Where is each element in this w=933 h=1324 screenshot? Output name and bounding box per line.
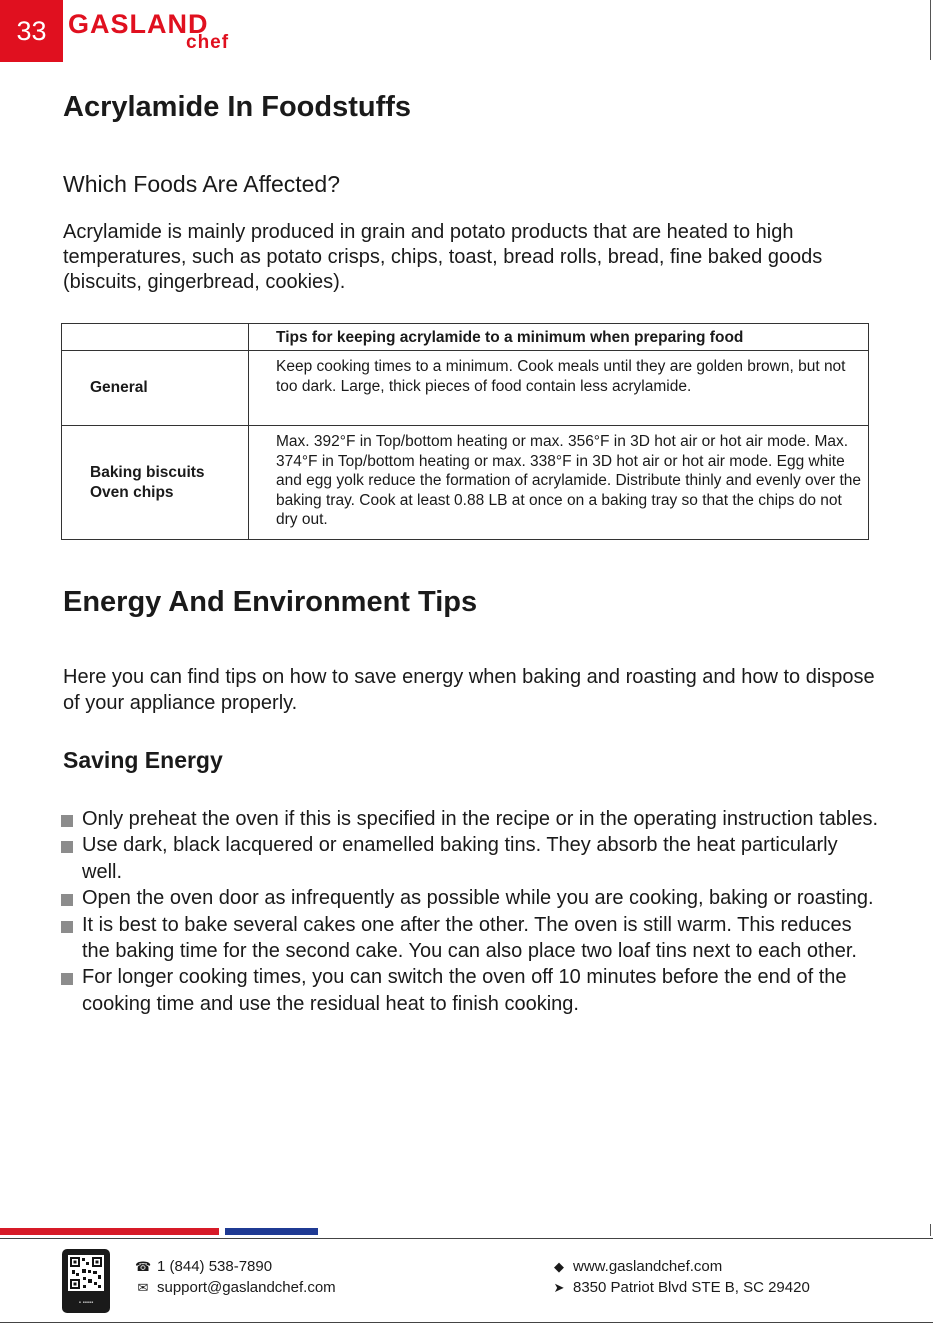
footer-divider <box>0 1238 933 1239</box>
table-header-left <box>62 324 249 351</box>
bullet-square-icon <box>61 894 73 906</box>
list-item <box>61 832 881 885</box>
acrylamide-title: Acrylamide In Foodstuffs <box>63 91 412 123</box>
footer-email-text: support@gaslandchef.com <box>157 1279 336 1296</box>
table-row-label: Baking biscuits Oven chips <box>62 426 249 540</box>
right-margin-rule-bottom <box>930 1224 931 1236</box>
gasland-logo <box>68 8 233 56</box>
logo-brand-sub: chef <box>186 32 230 53</box>
footer-address-text: 8350 Patriot Blvd STE B, SC 29420 <box>573 1279 810 1296</box>
table-row-text: Max. 392°F in Top/bottom heating or max. 356°F in 3D hot air or hot air mode. Max. 374°F in Top/bottom heating or max. 338°F in 3D hot air or hot air mode. Egg white and egg yolk reduce the formation of acrylamide. Distribute thinly and evenly over the baking tray. Cook at least 0.88 LB at once on a baking tray so that the chips do not dry out. <box>249 426 869 540</box>
saving-energy-list <box>61 806 881 1017</box>
web-icon: ◆ <box>554 1259 564 1274</box>
bullet-square-icon <box>61 973 73 985</box>
acrylamide-subtitle: Which Foods Are Affected? <box>63 171 341 197</box>
footer-website[interactable] <box>551 1258 722 1276</box>
energy-title: Energy And Environment Tips <box>63 586 478 618</box>
bullet-square-icon <box>61 815 73 827</box>
list-item <box>61 885 881 911</box>
list-item <box>61 964 881 1017</box>
phone-icon: ☎ <box>135 1259 152 1274</box>
list-item-text: Use dark, black lacquered or enamelled baking tins. They absorb the heat particularly well. <box>82 834 838 883</box>
table-row <box>62 351 869 426</box>
bullet-square-icon <box>61 921 73 933</box>
footer-phone[interactable] <box>135 1258 272 1276</box>
table-row <box>62 426 869 540</box>
table-header-right: Tips for keeping acrylamide to a minimum when preparing food <box>249 324 869 351</box>
location-icon: ➤ <box>553 1280 565 1295</box>
footer-website-text: www.gaslandchef.com <box>573 1258 723 1275</box>
acrylamide-intro: Acrylamide is mainly produced in grain and potato products that are heated to high temperatures, such as potato crisps, chips, toast, bread rolls, bread, fine baked goods (biscuits, gingerbread, cookies). <box>63 221 823 293</box>
energy-intro: Here you can find tips on how to save energy when baking and roasting and how to dispose of your appliance properly. <box>63 666 875 714</box>
footer-bottom-rule <box>0 1322 933 1323</box>
right-margin-rule-top <box>930 0 931 60</box>
bullet-square-icon <box>61 841 73 853</box>
list-item <box>61 806 881 832</box>
table-header-row <box>62 324 869 351</box>
footer-blue-bar <box>225 1228 318 1235</box>
qr-caption-decoration: ▪ ▪▪▪▪▪ <box>78 1300 94 1306</box>
table-row-text: Keep cooking times to a minimum. Cook meals until they are golden brown, but not too dark. Large, thick pieces of food contain less acrylamide. <box>249 351 869 426</box>
table-row-label: General <box>62 351 249 426</box>
page-number: 33 <box>0 0 63 62</box>
footer-red-bar <box>0 1228 219 1235</box>
logo-brand-main: GASLAND <box>68 9 209 39</box>
email-icon: ✉ <box>137 1280 149 1295</box>
footer-email[interactable] <box>135 1279 336 1297</box>
footer-phone-text: 1 (844) 538-7890 <box>157 1258 273 1275</box>
list-item <box>61 912 881 965</box>
footer-address <box>551 1279 810 1297</box>
list-item-text: Only preheat the oven if this is specified in the recipe or in the operating instruction tables. <box>82 808 879 830</box>
list-item-text: Open the oven door as infrequently as possible while you are cooking, baking or roasting. <box>82 887 874 910</box>
acrylamide-tips-table <box>61 323 869 540</box>
list-item-text: For longer cooking times, you can switch the oven off 10 minutes before the end of the cooking time and use the residual heat to finish cooking. <box>82 966 847 1015</box>
list-item-text: It is best to bake several cakes one after the other. The oven is still warm. This reduces the baking time for the second cake. You can also place two loaf tins next to each other. <box>82 913 857 963</box>
qr-pattern <box>68 1255 104 1291</box>
saving-energy-title: Saving Energy <box>63 747 223 773</box>
qr-code-icon[interactable] <box>62 1249 110 1313</box>
